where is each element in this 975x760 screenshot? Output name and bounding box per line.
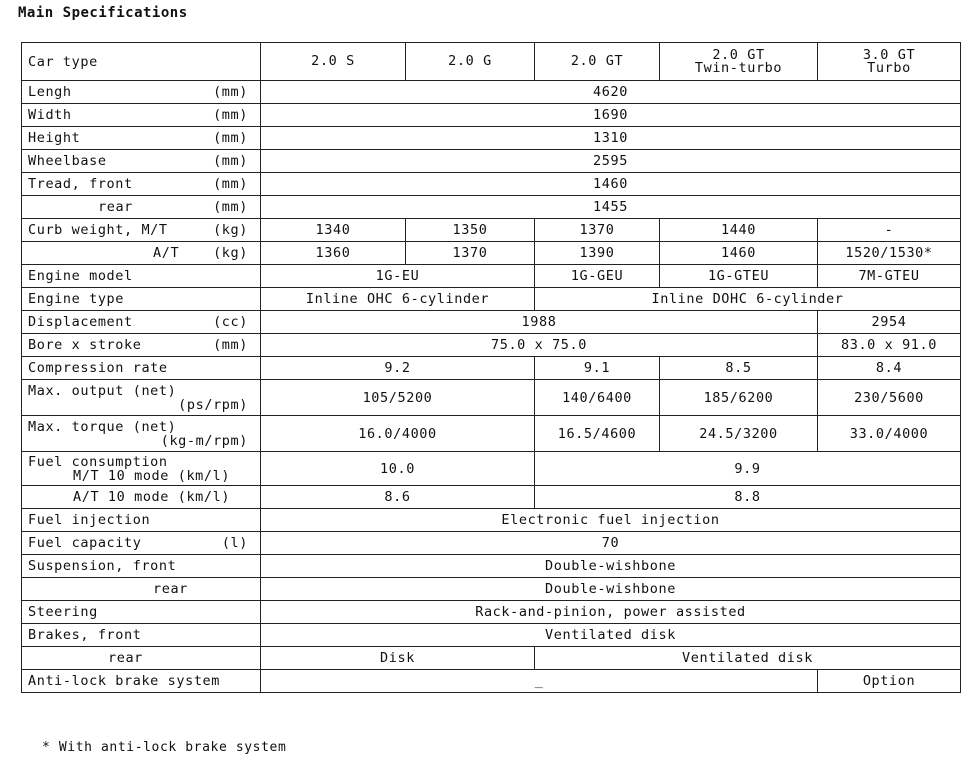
- cell-value: 4620: [261, 81, 961, 104]
- row-label: Max. output (net) (ps/rpm): [22, 380, 261, 416]
- cell-value: Ventilated disk: [535, 647, 961, 670]
- table-row: [22, 150, 961, 173]
- model-header: 2.0 S: [261, 43, 406, 81]
- row-label: Engine type: [22, 288, 261, 311]
- table-row: [22, 647, 961, 670]
- cell-value: 1460: [660, 242, 818, 265]
- cell-value: Inline OHC 6-cylinder: [261, 288, 535, 311]
- row-label: Lengh (mm): [22, 81, 261, 104]
- table-row: [22, 670, 961, 693]
- table-row: [22, 196, 961, 219]
- table-row: [22, 81, 961, 104]
- cell-value: 140/6400: [535, 380, 660, 416]
- cell-value: -: [818, 219, 961, 242]
- cell-value: 70: [261, 532, 961, 555]
- cell-value: 83.0 x 91.0: [818, 334, 961, 357]
- row-label: rear: [22, 578, 261, 601]
- table-row: [22, 601, 961, 624]
- row-label: Suspension, front: [22, 555, 261, 578]
- cell-value: 1340: [261, 219, 406, 242]
- cell-value: 1370: [535, 219, 660, 242]
- cell-value: 7M-GTEU: [818, 265, 961, 288]
- cell-value: 16.5/4600: [535, 416, 660, 452]
- cell-value: 1390: [535, 242, 660, 265]
- cell-value: 1520/1530*: [818, 242, 961, 265]
- spec-table: [21, 42, 961, 693]
- row-label: A/T 10 mode (km/l): [22, 486, 261, 509]
- table-row: [22, 532, 961, 555]
- table-row: [22, 357, 961, 380]
- cell-value: 8.5: [660, 357, 818, 380]
- model-header: 3.0 GT Turbo: [818, 43, 961, 81]
- footnote: * With anti-lock brake system: [42, 740, 287, 755]
- cell-value: 8.6: [261, 486, 535, 509]
- row-label: Tread, front (mm): [22, 173, 261, 196]
- cell-value: 1360: [261, 242, 406, 265]
- table-row: [22, 452, 961, 486]
- row-label: Curb weight, M/T (kg): [22, 219, 261, 242]
- cell-value: 9.9: [535, 452, 961, 486]
- table-row: [22, 334, 961, 357]
- row-label: Compression rate: [22, 357, 261, 380]
- page-title: Main Specifications: [18, 5, 188, 21]
- row-label: Width (mm): [22, 104, 261, 127]
- cell-value: 8.8: [535, 486, 961, 509]
- cell-value: Double-wishbone: [261, 555, 961, 578]
- table-row: [22, 311, 961, 334]
- row-label: rear: [22, 647, 261, 670]
- table-row: [22, 288, 961, 311]
- table-row: [22, 578, 961, 601]
- row-label: Engine model: [22, 265, 261, 288]
- model-header: 2.0 GT Twin-turbo: [660, 43, 818, 81]
- header-row: [22, 43, 961, 81]
- row-label: Bore x stroke (mm): [22, 334, 261, 357]
- cell-value: Rack-and-pinion, power assisted: [261, 601, 961, 624]
- cell-value: _: [261, 670, 818, 693]
- row-label: Height (mm): [22, 127, 261, 150]
- row-label: Brakes, front: [22, 624, 261, 647]
- cell-value: 185/6200: [660, 380, 818, 416]
- row-label: rear (mm): [22, 196, 261, 219]
- table-row: [22, 265, 961, 288]
- car-type-label: Car type: [22, 43, 261, 81]
- table-row: [22, 486, 961, 509]
- cell-value: 1G-GTEU: [660, 265, 818, 288]
- cell-value: 33.0/4000: [818, 416, 961, 452]
- row-label: Displacement (cc): [22, 311, 261, 334]
- row-label: Anti-lock brake system: [22, 670, 261, 693]
- table-row: [22, 173, 961, 196]
- cell-value: 105/5200: [261, 380, 535, 416]
- table-row: [22, 219, 961, 242]
- row-label: A/T (kg): [22, 242, 261, 265]
- cell-value: Option: [818, 670, 961, 693]
- table-row: [22, 509, 961, 532]
- cell-value: Electronic fuel injection: [261, 509, 961, 532]
- cell-value: 1690: [261, 104, 961, 127]
- row-label: Fuel consumption M/T 10 mode (km/l): [22, 452, 261, 486]
- row-label: Fuel capacity (l): [22, 532, 261, 555]
- cell-value: 1988: [261, 311, 818, 334]
- cell-value: 1310: [261, 127, 961, 150]
- cell-value: 10.0: [261, 452, 535, 486]
- row-label: Wheelbase (mm): [22, 150, 261, 173]
- row-label: Steering: [22, 601, 261, 624]
- cell-value: 1350: [406, 219, 535, 242]
- cell-value: 1G-GEU: [535, 265, 660, 288]
- row-label: Fuel injection: [22, 509, 261, 532]
- cell-value: 1455: [261, 196, 961, 219]
- cell-value: Ventilated disk: [261, 624, 961, 647]
- cell-value: 16.0/4000: [261, 416, 535, 452]
- cell-value: 230/5600: [818, 380, 961, 416]
- cell-value: 1440: [660, 219, 818, 242]
- model-header: 2.0 GT: [535, 43, 660, 81]
- cell-value: 75.0 x 75.0: [261, 334, 818, 357]
- cell-value: 8.4: [818, 357, 961, 380]
- cell-value: 1G-EU: [261, 265, 535, 288]
- cell-value: 2954: [818, 311, 961, 334]
- cell-value: Disk: [261, 647, 535, 670]
- table-row: [22, 624, 961, 647]
- cell-value: Double-wishbone: [261, 578, 961, 601]
- cell-value: 1460: [261, 173, 961, 196]
- table-row: [22, 380, 961, 416]
- cell-value: 9.2: [261, 357, 535, 380]
- model-header: 2.0 G: [406, 43, 535, 81]
- cell-value: 2595: [261, 150, 961, 173]
- row-label: Max. torque (net) (kg-m/rpm): [22, 416, 261, 452]
- table-row: [22, 104, 961, 127]
- table-row: [22, 242, 961, 265]
- cell-value: 24.5/3200: [660, 416, 818, 452]
- table-row: [22, 127, 961, 150]
- cell-value: Inline DOHC 6-cylinder: [535, 288, 961, 311]
- cell-value: 1370: [406, 242, 535, 265]
- cell-value: 9.1: [535, 357, 660, 380]
- table-row: [22, 555, 961, 578]
- table-row: [22, 416, 961, 452]
